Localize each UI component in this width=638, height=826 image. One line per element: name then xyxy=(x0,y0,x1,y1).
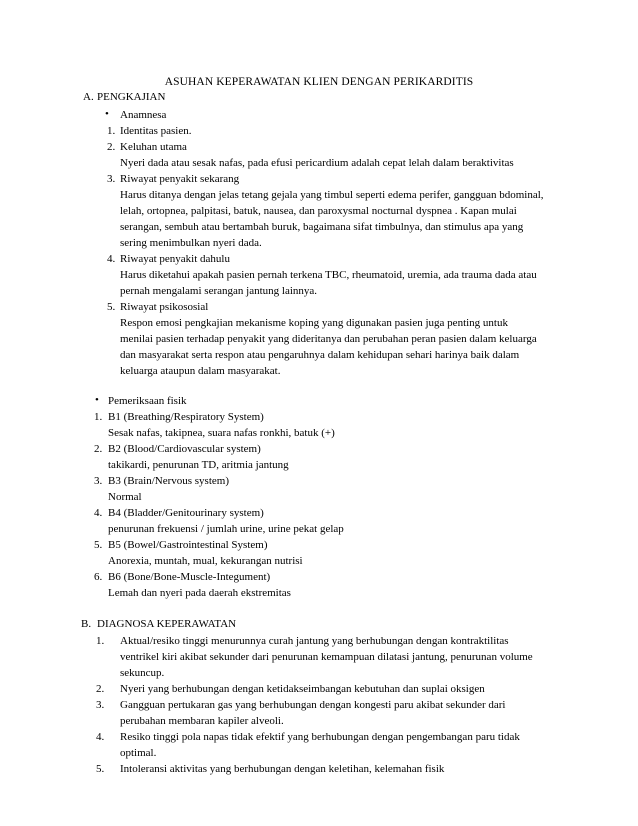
diagnosa-item-text: ventrikel kiri akibat sekunder dari penurunan kemampuan dilatasi jantung, penurunan volume xyxy=(120,651,533,663)
diagnosa-item-text: Gangguan pertukaran gas yang berhubungan dengan kongesti paru akibat sekunder dari xyxy=(120,699,506,711)
diagnosa-item-number: 1. xyxy=(96,635,105,647)
anamnesa-item-title: Riwayat penyakit sekarang xyxy=(120,173,240,185)
diagnosa-item-number: 2. xyxy=(96,683,105,695)
page-title: ASUHAN KEPERAWATAN KLIEN DENGAN PERIKARDITIS xyxy=(164,76,474,88)
pemeriksaan-item-detail: Sesak nafas, takipnea, suara nafas ronkhi, batuk (+) xyxy=(108,427,335,439)
pemeriksaan-item-detail: Anorexia, muntah, mual, kekurangan nutrisi xyxy=(108,555,303,567)
anamnesa-item-title: Keluhan utama xyxy=(120,141,187,153)
pemeriksaan-item-number: 3. xyxy=(94,475,103,487)
pemeriksaan-item-number: 5. xyxy=(94,539,103,551)
pemeriksaan-item-detail: penurunan frekuensi / jumlah urine, urine pekat gelap xyxy=(108,523,344,535)
pemeriksaan-item-detail: Lemah dan nyeri pada daerah ekstremitas xyxy=(108,587,291,599)
bullet-icon: • xyxy=(105,108,109,120)
pemeriksaan-item-title: B5 (Bowel/Gastrointestinal System) xyxy=(108,539,268,551)
anamnesa-item-title: Identitas pasien. xyxy=(120,125,192,137)
pemeriksaan-item-detail: Normal xyxy=(108,491,142,503)
anamnesa-item-text: dan masyarakat serta respon atau pengaruhnya dalam kehidupan sehari harinya baik dalam xyxy=(120,349,520,361)
anamnesa-item-number: 5. xyxy=(107,301,116,313)
pemeriksaan-item-number: 2. xyxy=(94,443,103,455)
diagnosa-item-number: 5. xyxy=(96,763,105,775)
anamnesa-item-number: 3. xyxy=(107,173,116,185)
pemeriksaan-item-number: 4. xyxy=(94,507,103,519)
pemeriksaan-label: Pemeriksaan fisik xyxy=(108,395,187,407)
anamnesa-item-number: 4. xyxy=(107,253,116,265)
anamnesa-item-text: sering menimbulkan nyeri dada. xyxy=(120,237,262,249)
pemeriksaan-item-number: 6. xyxy=(94,571,103,583)
pemeriksaan-item-title: B4 (Bladder/Genitourinary system) xyxy=(108,507,264,519)
anamnesa-item-text: Respon emosi pengkajian mekanisme koping yang digunakan pasien juga penting untuk xyxy=(120,317,508,329)
pemeriksaan-item-detail: takikardi, penurunan TD, aritmia jantung xyxy=(108,459,289,471)
diagnosa-item-number: 3. xyxy=(96,699,105,711)
diagnosa-item-text: Aktual/resiko tinggi menurunnya curah jantung yang berhubungan dengan kontraktilitas xyxy=(120,635,509,647)
anamnesa-item-title: Riwayat psikososial xyxy=(120,301,209,313)
pemeriksaan-item-title: B3 (Brain/Nervous system) xyxy=(108,475,229,487)
anamnesa-item-text: serangan, sembuh atau bertambah buruk, bagaimana sifat timbulnya, dan stimulus apa yang xyxy=(120,221,524,233)
anamnesa-item-title: Riwayat penyakit dahulu xyxy=(120,253,230,265)
section-b-heading: DIAGNOSA KEPERAWATAN xyxy=(97,618,237,630)
diagnosa-item-text: optimal. xyxy=(120,747,157,759)
section-b-marker: B. xyxy=(81,618,92,630)
diagnosa-item-text: Intoleransi aktivitas yang berhubungan dengan keletihan, kelemahan fisik xyxy=(120,763,445,775)
anamnesa-item-text: pernah mengalami serangan jantung lainnya. xyxy=(120,285,318,297)
anamnesa-item-text: lelah, ortopnea, palpitasi, batuk, nausea, dan paroxysmal nocturnal dyspnea . Kapan mulai xyxy=(120,205,517,217)
diagnosa-item-number: 4. xyxy=(96,731,105,743)
anamnesa-item-text: Harus ditanya dengan jelas tetang gejala yang timbul seperti edema perifer, gangguan bdominal, xyxy=(120,189,544,201)
pemeriksaan-item-title: B1 (Breathing/Respiratory System) xyxy=(108,411,264,423)
section-a-heading: PENGKAJIAN xyxy=(97,91,166,103)
diagnosa-item-text: perubahan membaran kapiler alveoli. xyxy=(120,715,284,727)
anamnesa-item-text: menilai pasien terhadap penyakit yang dideritanya dan perubahan peran pasien dalam keluarga xyxy=(120,333,537,345)
section-a-marker: A. xyxy=(83,91,94,103)
diagnosa-item-text: sekuncup. xyxy=(120,667,165,679)
bullet-icon: • xyxy=(95,394,99,406)
pemeriksaan-item-number: 1. xyxy=(94,411,103,423)
anamnesa-item-text: keluarga ataupun dalam masyarakat. xyxy=(120,365,281,377)
anamnesa-label: Anamnesa xyxy=(120,109,167,121)
anamnesa-item-number: 1. xyxy=(107,125,116,137)
pemeriksaan-item-title: B2 (Blood/Cardiovascular system) xyxy=(108,443,261,455)
anamnesa-item-number: 2. xyxy=(107,141,116,153)
anamnesa-item-text: Nyeri dada atau sesak nafas, pada efusi pericardium adalah cepat lelah dalam beraktivitas xyxy=(120,157,514,169)
diagnosa-item-text: Nyeri yang berhubungan dengan ketidakseimbangan kebutuhan dan suplai oksigen xyxy=(120,683,485,695)
diagnosa-item-text: Resiko tinggi pola napas tidak efektif yang berhubungan dengan pengembangan paru tidak xyxy=(120,731,520,743)
pemeriksaan-item-title: B6 (Bone/Bone-Muscle-Integument) xyxy=(108,571,271,583)
anamnesa-item-text: Harus diketahui apakah pasien pernah terkena TBC, rheumatoid, uremia, ada trauma dada atau xyxy=(120,269,537,281)
